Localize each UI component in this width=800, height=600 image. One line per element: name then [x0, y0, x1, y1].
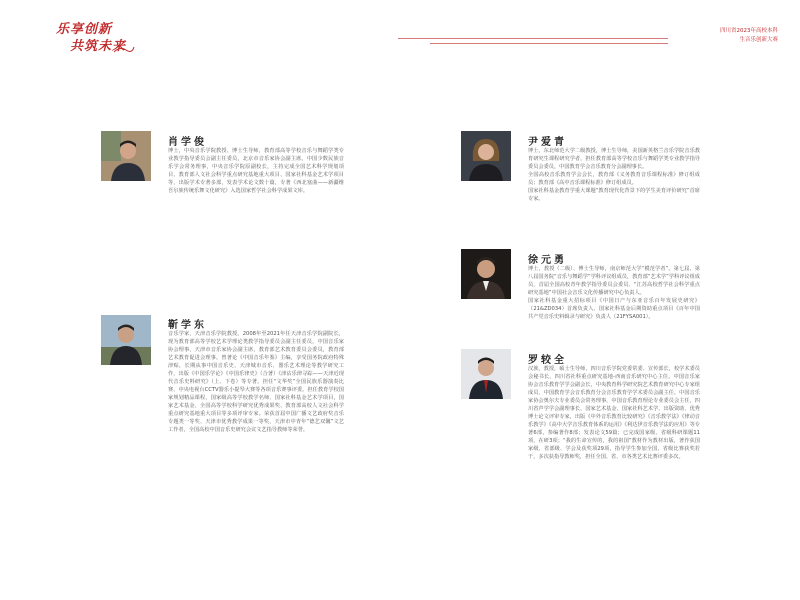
person-bio-4: 音乐学家，天津音乐学院教授。2008年至2021年任天津音乐学院副院长，现为教育部高等学校艺术学理论类教学指导委员会副主任委员，中国音乐家协会理事，天津市音乐家协会副主席，教育部艺术教育委员会委员，教育部艺术教育促进会理事。曾著论《中国音乐年鉴》主编，享受国务院政府特殊津贴，长期从事中国音乐史、天津城市音乐、器乐艺术理论等教学研究工作，出版《中国乐学论》《中国乐律史》（合著）《津沽乐律寻踪——天津近现代音乐史料研究》（上、下卷）等专著。担任“文华奖”全国民族乐器演奏比赛、中央电视台CCTV器乐小提琴大赛等各项音乐赛事评委。担任教育学校国家规划精品课程，国家级高等学校教学名师、国家社科基金艺术学项目，国家艺术基金、全国高等学校科学研究优秀成果奖、教育部高校人文社会科学重点研究基地重大项目等多项评审专家。荣获首届中国广播文艺政府奖音乐专题类一等奖、天津市优秀教学成果一等奖、天津市中青年“德艺双馨”文艺工作者，全国高校中国音乐史研究会议文艺指导教师等荣誉。: [168, 331, 344, 433]
person-name-2: 尹爱青: [528, 137, 567, 148]
header-rule-bottom: [430, 43, 668, 44]
person-photo-2: [461, 131, 511, 181]
logo-line2: 共筑未来: [70, 39, 127, 54]
person-bio-2: 博士，东北师范大学二级教授，博士生导师，美国新英格兰音乐学院音乐教育研究生课程研究学者，担任教育部高等学校音乐与舞蹈学类专业教学指导委员会委员，中国教育学会音乐教育分会副理事长。 全国高校音乐教育学会会长，教育部《义务教育音乐课程标准》修订组成员；教育部《高中音乐课程标准》修订组成员。 国家社科基金教育学重大课题“教育现代化背景下的学生美育评价研究”首席专家。: [528, 148, 700, 202]
person-photo-1: [101, 131, 151, 181]
person-name-3: 徐元勇: [528, 255, 567, 266]
person-photo-4: [101, 315, 151, 365]
person-photo-3: [461, 249, 511, 299]
person-name-4: 靳学东: [168, 320, 207, 331]
person-bio-1: 博士，中央音乐学院教授、博士生导师，教育部高等学校音乐与舞蹈学类专业教学指导委员会副主任委员，北京市音乐家协会副主席。中国少数民族音乐学会常务理事，中央音乐学院原副校长，主持完成全国艺术科学规划项目、教育部人文社会科学重点研究基地重大项目、国家社科基金艺术学项目等，出版学术专著多部，发表学术论文数十篇，专著《西北塞曲——新疆维吾尔族传统乐舞文化研究》入选国家哲学社会科学成果文库。: [168, 148, 344, 194]
logo-line1: 乐享创新: [56, 22, 113, 37]
person-name-1: 肖学俊: [168, 137, 207, 148]
logo-flourish-icon: [112, 44, 136, 54]
person-bio-3: 博士，教授（二级）、博士生导师，南京师范大学“模范学者”，第七届、第八届国务院“音乐与舞蹈学”学科评议组成员，教育部“艺术学”学科评议组成员，首届全国高校青年教学指导委员会委员、“江苏高校哲学社会科学重点研究基地”中国社会音乐文化传播研究中心负责人。 国家社科基金重大招标项目《中国日产与东亚音乐百年发展史研究》（21&ZD034）首席负责人、国家社科基金后期资助重点项目《百年中国共产党音乐史料辑录与研究》负责人（21FYSA001）。: [528, 266, 700, 320]
person-photo-5: [461, 349, 511, 399]
person-bio-5: 汉族，教授，硕士生导师，四川音乐学院党委常委、宣传部长，校学术委员会秘书长，四川省社科重点研究基地-西南音乐研究中心主任。中国音乐家协会音乐教育学学会副会长，中央教育科学研究院艺术教育研究中心专家组成员，中国教育学会音乐教育分会音乐教育学学术委员会副主任，中国音乐家协会奥尔夫专业委员会常务理事，中国音乐教育理论专业委员会主任，四川省声学学会副理事长，国家艺术基金、国家社科艺术学、出版资助、优秀博士论文评审专家，出版《中外音乐教育比较研究》《音乐教学法》《律动音乐教学》《高中大学音乐教育体系的运用》《利达伊音乐教学法的应用》等专著6部，参编著作8部；发表论文59篇；已完成国家级、省级科研课题11项，在研3项；“我的生命宣传的，我的祖国”教材作为教材出版，著作获国家级、省部级、学会及获奖项29项，指导学生参加全国、省级比赛获奖若干，多次获指导教师奖，担任全国、省、市各类艺术比赛评委多次。: [528, 366, 700, 460]
header-event-title: 四川省2023年高校本科 生音乐创新大赛: [720, 28, 778, 43]
person-name-5: 罗较全: [528, 355, 567, 366]
header-logo: [54, 18, 134, 56]
header-rule-top: [398, 38, 668, 39]
